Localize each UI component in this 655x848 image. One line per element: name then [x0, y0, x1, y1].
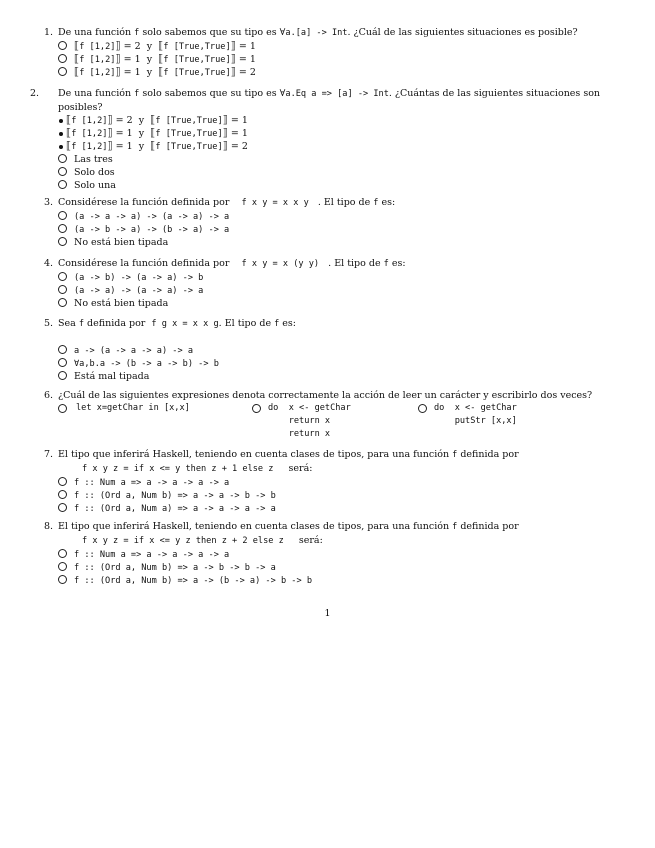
question-1-text: 1. De una función f solo sabemos que su tipo es ∀a.[a] -> Int. ¿Cuál de las siguientes situaciones es posible? [44, 27, 578, 38]
question-3-text: 3. Considérese la función definida por f x y = x x y . El tipo de f es: [44, 197, 396, 208]
question-5 [44, 317, 614, 383]
radio-button[interactable] [58, 490, 67, 499]
radio-button[interactable] [58, 167, 67, 176]
radio-button[interactable] [58, 180, 67, 189]
radio-button[interactable] [58, 54, 67, 63]
q8-option-2[interactable]: f :: (Ord a, Num b) => a -> b -> b -> a [44, 561, 614, 574]
q1-option-2[interactable]: ⟦f [1,2]⟧ = 1 y ⟦f [True,True]⟧ = 1 [44, 53, 614, 66]
question-4 [44, 257, 614, 310]
radio-button[interactable] [58, 224, 67, 233]
q2-situation-3: ⟦f [1,2]⟧ = 1 y ⟦f [True,True]⟧ = 2 [44, 140, 614, 153]
question-6: 6. ¿Cuál de las siguientes expresiones denota correctamente la acción de leer un carácter y escribirlo dos veces? let x=getChar in [x,x] do x <- getChar return x return x do x <- getChar putStr [x,x] [44, 389, 614, 442]
q2-option-3[interactable]: Solo una [44, 179, 614, 192]
radio-button[interactable] [58, 345, 67, 354]
question-2-text: 2. De una función f solo sabemos que su tipo es ∀a.Eq a => [a] -> Int. ¿Cuántas de las siguientes situaciones son posibles? [30, 88, 601, 113]
question-8 [44, 520, 614, 587]
radio-button[interactable] [58, 272, 67, 281]
q5-option-1[interactable]: a -> (a -> a -> a) -> a [44, 344, 614, 357]
question-8-text: 8. El tipo que inferirá Haskell, teniendo en cuenta clases de tipos, para una función f definida por [44, 521, 519, 532]
radio-button[interactable] [58, 503, 67, 512]
radio-button[interactable] [58, 67, 67, 76]
bullet-icon [59, 145, 63, 149]
question-4-text: 4. Considérese la función definida por f x y = x (y y) . El tipo de f es: [44, 258, 406, 269]
radio-button[interactable] [58, 371, 67, 380]
q3-option-3[interactable]: No está bien tipada [44, 236, 614, 249]
question-7-definition: f x y z = if x <= y then z + 1 else z será: [82, 463, 313, 474]
q1-option-3[interactable]: ⟦f [1,2]⟧ = 1 y ⟦f [True,True]⟧ = 2 [44, 66, 614, 79]
radio-button[interactable] [58, 549, 67, 558]
radio-button[interactable] [58, 575, 67, 584]
question-1 [44, 26, 614, 79]
q2-situation-2: ⟦f [1,2]⟧ = 1 y ⟦f [True,True]⟧ = 1 [44, 127, 614, 140]
bullet-icon [59, 132, 63, 136]
radio-button[interactable] [58, 477, 67, 486]
q8-option-1[interactable]: f :: Num a => a -> a -> a -> a [44, 548, 614, 561]
q2-situation-1: ⟦f [1,2]⟧ = 2 y ⟦f [True,True]⟧ = 1 [44, 114, 614, 127]
q3-option-2[interactable]: (a -> b -> a) -> (b -> a) -> a [44, 223, 614, 236]
q7-option-2[interactable]: f :: (Ord a, Num b) => a -> a -> b -> b [44, 489, 614, 502]
q2-option-2[interactable]: Solo dos [44, 166, 614, 179]
question-8-definition: f x y z = if x <= y z then z + 2 else z será: [82, 535, 323, 546]
q1-option-1[interactable]: ⟦f [1,2]⟧ = 2 y ⟦f [True,True]⟧ = 1 [44, 40, 614, 53]
radio-button[interactable] [58, 41, 67, 50]
question-6-text: 6. ¿Cuál de las siguientes expresiones denota correctamente la acción de leer un carácter y escribirlo dos veces? [44, 390, 593, 401]
radio-button[interactable] [252, 404, 261, 413]
question-2 [30, 87, 614, 192]
q4-option-2[interactable]: (a -> a) -> (a -> a) -> a [44, 284, 614, 297]
radio-button[interactable] [58, 211, 67, 220]
bullet-icon [59, 119, 63, 123]
radio-button[interactable] [58, 298, 67, 307]
radio-button[interactable] [58, 237, 67, 246]
radio-button[interactable] [58, 358, 67, 367]
page-number: 1 [324, 608, 331, 619]
q4-option-1[interactable]: (a -> b) -> (a -> a) -> b [44, 271, 614, 284]
radio-button[interactable] [58, 285, 67, 294]
radio-button[interactable] [58, 404, 67, 413]
question-5-text: 5. Sea f definida por f g x = x x g. El tipo de f es: [44, 318, 296, 329]
q2-option-1[interactable]: Las tres [44, 153, 614, 166]
radio-button[interactable] [58, 154, 67, 163]
radio-button[interactable] [418, 404, 427, 413]
q8-option-3[interactable]: f :: (Ord a, Num b) => a -> (b -> a) -> b -> b [44, 574, 614, 587]
q7-option-3[interactable]: f :: (Ord a, Num a) => a -> a -> a -> a [44, 502, 614, 515]
q3-option-1[interactable]: (a -> a -> a) -> (a -> a) -> a [44, 210, 614, 223]
q4-option-3[interactable]: No está bien tipada [44, 297, 614, 310]
question-7 [44, 448, 614, 515]
radio-button[interactable] [58, 562, 67, 571]
q5-option-2[interactable]: ∀a,b.a -> (b -> a -> b) -> b [44, 357, 614, 370]
q5-option-3[interactable]: Está mal tipada [44, 370, 614, 383]
q7-option-1[interactable]: f :: Num a => a -> a -> a -> a [44, 476, 614, 489]
question-7-text: 7. El tipo que inferirá Haskell, teniendo en cuenta clases de tipos, para una función f definida por [44, 449, 519, 460]
question-3 [44, 196, 614, 249]
